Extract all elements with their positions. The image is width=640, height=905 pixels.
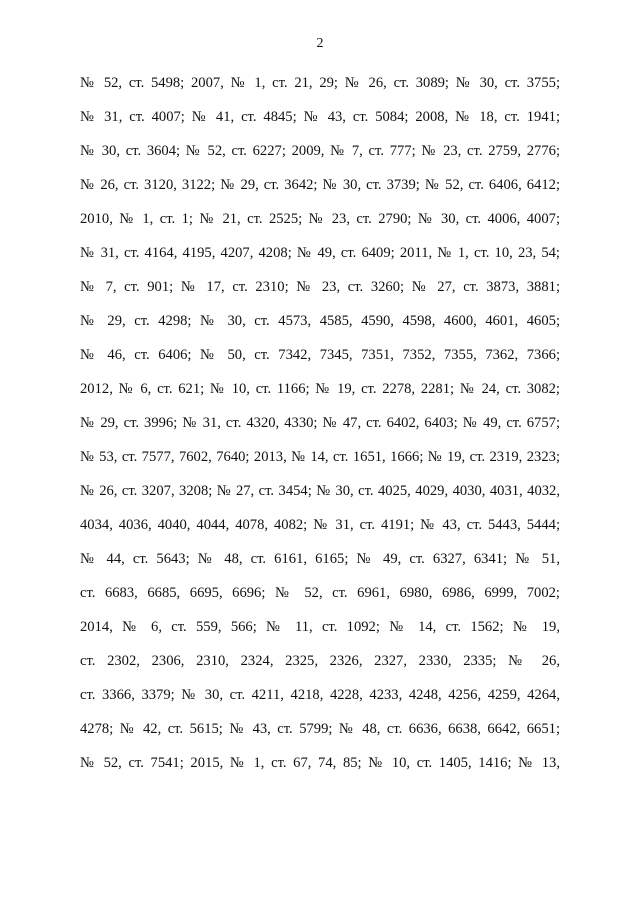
text-line: № 52, ст. 7541; 2015, № 1, ст. 67, 74, 85; № 10, ст. 1405, 1416; № 13, <box>80 755 560 771</box>
text-block <box>80 72 560 786</box>
text-line: 4034, 4036, 4040, 4044, 4078, 4082; № 31, ст. 4191; № 43, ст. 5443, 5444; <box>80 517 560 533</box>
text-line: 2010, № 1, ст. 1; № 21, ст. 2525; № 23, ст. 2790; № 30, ст. 4006, 4007; <box>80 211 560 227</box>
page-number: 2 <box>316 36 324 51</box>
text-line: ст. 2302, 2306, 2310, 2324, 2325, 2326, 2327, 2330, 2335; № 26, <box>80 653 560 669</box>
text-line: № 26, ст. 3120, 3122; № 29, ст. 3642; № 30, ст. 3739; № 52, ст. 6406, 6412; <box>80 177 560 193</box>
text-line: № 31, ст. 4164, 4195, 4207, 4208; № 49, ст. 6409; 2011, № 1, ст. 10, 23, 54; <box>80 245 560 261</box>
text-line: № 46, ст. 6406; № 50, ст. 7342, 7345, 7351, 7352, 7355, 7362, 7366; <box>80 347 560 363</box>
text-line: 4278; № 42, ст. 5615; № 43, ст. 5799; № 48, ст. 6636, 6638, 6642, 6651; <box>80 721 560 737</box>
text-line: № 53, ст. 7577, 7602, 7640; 2013, № 14, ст. 1651, 1666; № 19, ст. 2319, 2323; <box>80 449 560 465</box>
text-line: № 29, ст. 4298; № 30, ст. 4573, 4585, 4590, 4598, 4600, 4601, 4605; <box>80 313 560 329</box>
text-line: 2012, № 6, ст. 621; № 10, ст. 1166; № 19, ст. 2278, 2281; № 24, ст. 3082; <box>80 381 560 397</box>
text-line: № 29, ст. 3996; № 31, ст. 4320, 4330; № 47, ст. 6402, 6403; № 49, ст. 6757; <box>80 415 560 431</box>
text-line: № 7, ст. 901; № 17, ст. 2310; № 23, ст. 3260; № 27, ст. 3873, 3881; <box>80 279 560 295</box>
text-line: № 26, ст. 3207, 3208; № 27, ст. 3454; № 30, ст. 4025, 4029, 4030, 4031, 4032, <box>80 483 560 499</box>
text-line: № 31, ст. 4007; № 41, ст. 4845; № 43, ст. 5084; 2008, № 18, ст. 1941; <box>80 109 560 125</box>
text-line: 2014, № 6, ст. 559, 566; № 11, ст. 1092; № 14, ст. 1562; № 19, <box>80 619 560 635</box>
text-line: ст. 6683, 6685, 6695, 6696; № 52, ст. 6961, 6980, 6986, 6999, 7002; <box>80 585 560 601</box>
text-line: ст. 3366, 3379; № 30, ст. 4211, 4218, 4228, 4233, 4248, 4256, 4259, 4264, <box>80 687 560 703</box>
text-line: № 44, ст. 5643; № 48, ст. 6161, 6165; № 49, ст. 6327, 6341; № 51, <box>80 551 560 567</box>
text-line: № 52, ст. 5498; 2007, № 1, ст. 21, 29; № 26, ст. 3089; № 30, ст. 3755; <box>80 75 560 91</box>
text-line: № 30, ст. 3604; № 52, ст. 6227; 2009, № 7, ст. 777; № 23, ст. 2759, 2776; <box>80 143 560 159</box>
